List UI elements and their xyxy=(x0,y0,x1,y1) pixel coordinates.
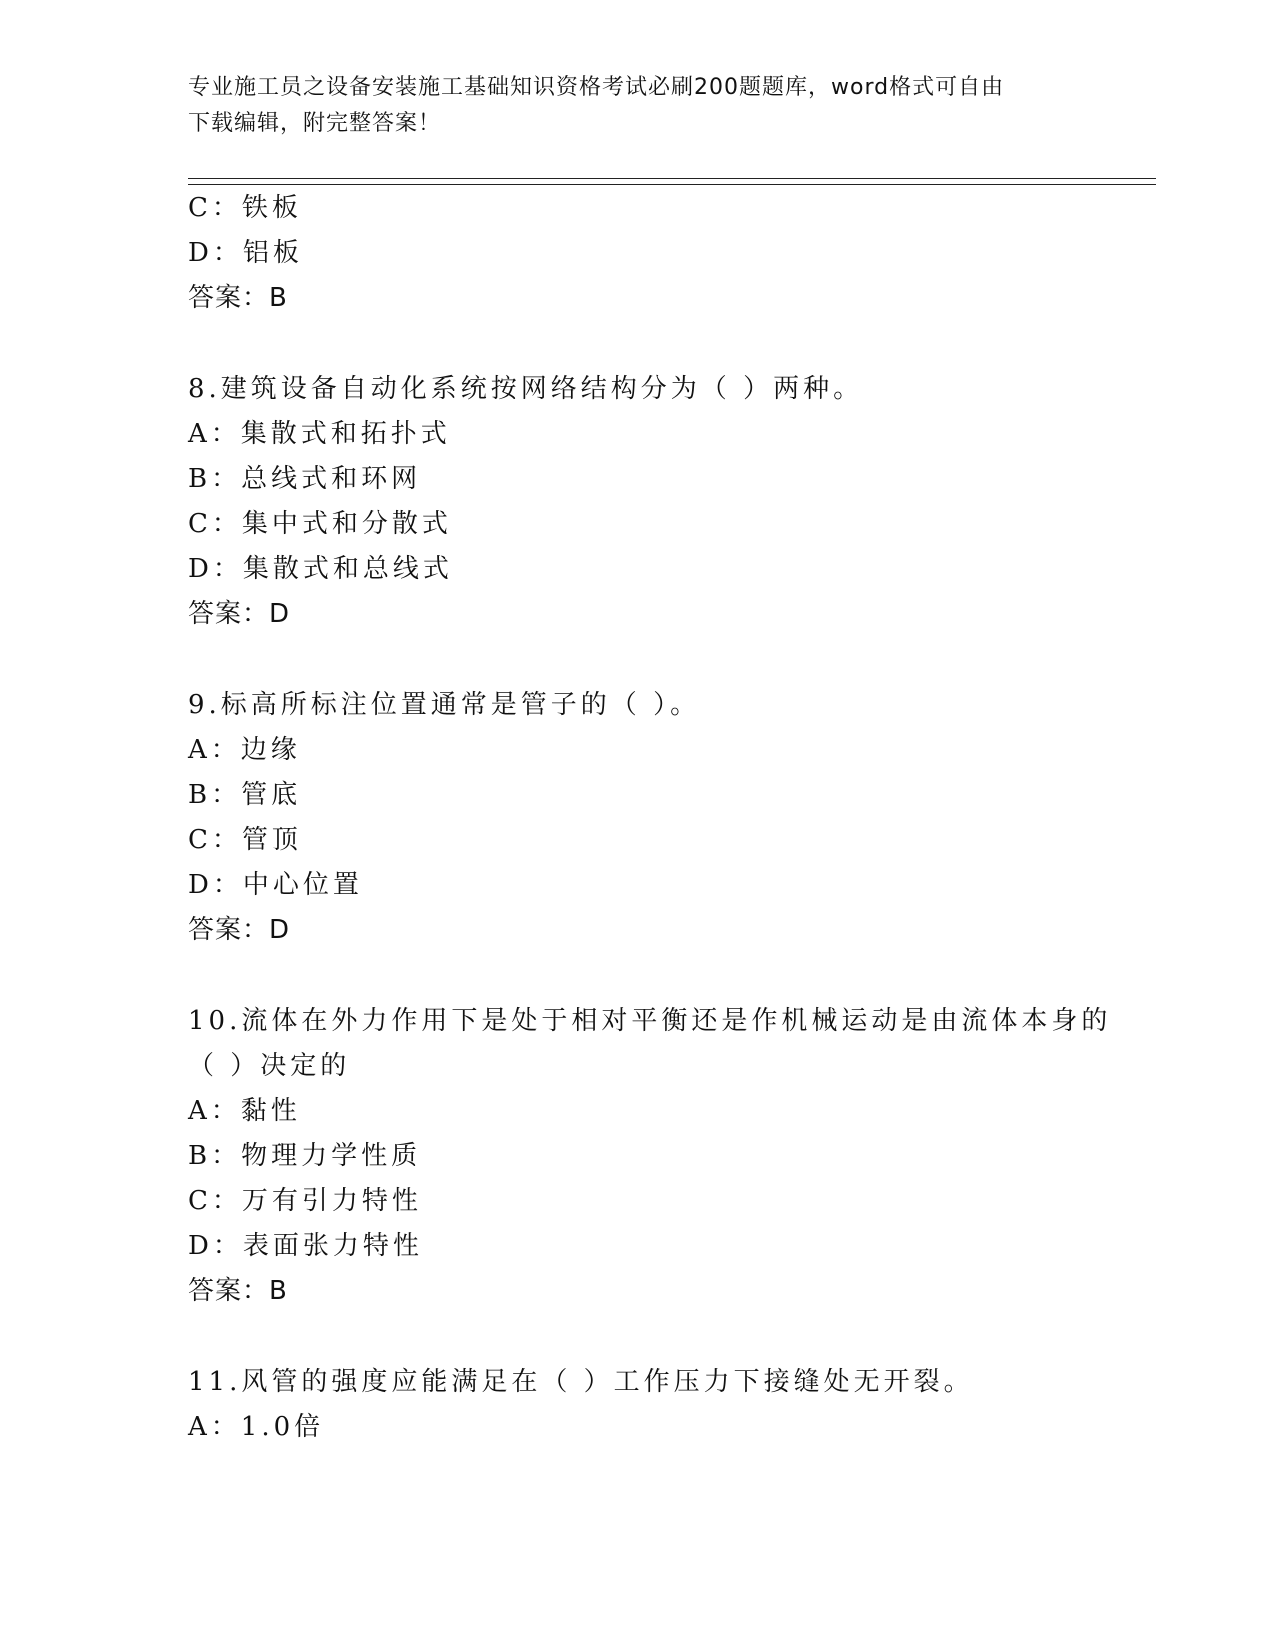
q9-answer: 答案：D xyxy=(188,915,291,945)
header-line-1: 专业施工员之设备安装施工基础知识资格考试必刷200题题库，word格式可自由 xyxy=(188,75,1005,100)
q9-option-a: A：边缘 xyxy=(188,735,301,765)
q10-option-c: C：万有引力特性 xyxy=(188,1186,422,1216)
q8-option-b: B：总线式和环网 xyxy=(188,464,422,494)
q9-option-d: D：中心位置 xyxy=(188,870,363,900)
q9-option-c: C：管顶 xyxy=(188,825,302,855)
question-10-line-2: （ ）决定的 xyxy=(188,1051,351,1081)
option-c: C：铁板 xyxy=(188,193,302,223)
q9-option-b: B：管底 xyxy=(188,780,302,810)
q10-option-a: A：黏性 xyxy=(188,1096,301,1126)
option-d: D：铝板 xyxy=(188,238,303,268)
q10-option-d: D：表面张力特性 xyxy=(188,1231,423,1261)
question-8: 8.建筑设备自动化系统按网络结构分为（ ）两种。 xyxy=(188,374,864,404)
answer: 答案：B xyxy=(188,283,288,313)
question-10-line-1: 10.流体在外力作用下是处于相对平衡还是作机械运动是由流体本身的 xyxy=(188,1006,1112,1036)
q8-option-d: D：集散式和总线式 xyxy=(188,554,453,584)
header-divider-top xyxy=(188,178,1156,179)
q11-option-a: A：1.0倍 xyxy=(188,1412,325,1442)
q8-option-a: A：集散式和拓扑式 xyxy=(188,419,451,449)
question-9: 9.标高所标注位置通常是管子的（ ）。 xyxy=(188,690,701,720)
document-header xyxy=(188,70,1088,142)
q8-answer: 答案：D xyxy=(188,599,291,629)
header-divider-bottom xyxy=(188,184,1156,185)
q10-option-b: B：物理力学性质 xyxy=(188,1141,422,1171)
q10-answer: 答案：B xyxy=(188,1276,288,1306)
q8-option-c: C：集中式和分散式 xyxy=(188,509,452,539)
header-line-2: 下载编辑，附完整答案！ xyxy=(188,111,442,136)
question-11: 11.风管的强度应能满足在（ ）工作压力下接缝处无开裂。 xyxy=(188,1367,974,1397)
